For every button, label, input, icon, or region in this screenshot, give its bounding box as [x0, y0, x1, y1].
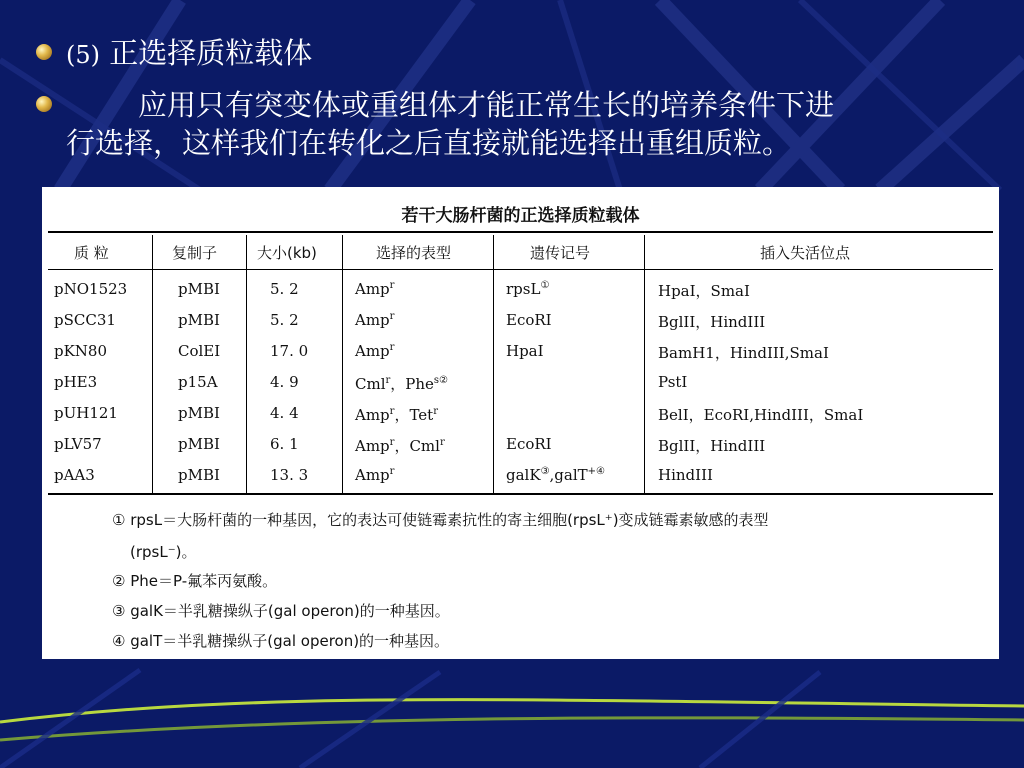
cell-marker-text: rpsL: [506, 280, 541, 298]
col-divider: [493, 235, 494, 493]
cell-phenotype-superscript: s②: [433, 375, 449, 386]
table-rule-top: [48, 231, 993, 233]
body-line-1: 应用只有突变体或重组体才能正常生长的培养条件下进: [138, 88, 835, 122]
header-replicon: 复制子: [172, 244, 218, 262]
cell-marker-superscript: +④: [587, 466, 605, 477]
cell-phenotype-text: ，Phe: [390, 375, 434, 393]
cell-phenotype-superscript: r: [389, 466, 395, 477]
cell-marker-text: EcoRI: [506, 311, 552, 329]
header-phenotype: 选择的表型: [376, 244, 452, 262]
table-image: [42, 187, 999, 659]
cell-phenotype: [355, 280, 394, 298]
footnote: (rpsL⁻)。: [130, 543, 197, 561]
cell-marker-text: HpaI: [506, 342, 544, 360]
cell-size: 13. 3: [270, 466, 309, 484]
header-size: 大小(kb): [257, 244, 317, 262]
cell-phenotype-superscript: r: [389, 342, 395, 353]
cell-marker-text: galK: [506, 466, 541, 484]
cell-phenotype-text: Cml: [355, 375, 386, 393]
cell-sites: BelI，EcoRI,HindIII，SmaI: [658, 406, 864, 424]
cell-phenotype: [355, 404, 438, 425]
cell-plasmid: pLV57: [54, 435, 102, 453]
cell-replicon: ColEI: [178, 342, 221, 360]
cell-sites: HindIII: [658, 466, 713, 484]
cell-replicon: pMBI: [178, 280, 220, 298]
cell-sites: BamH1，HindIII,SmaI: [658, 344, 829, 362]
cell-marker-text: EcoRI: [506, 435, 552, 453]
body-line-2: 行选择，这样我们在转化之后直接就能选择出重组质粒。: [66, 126, 792, 160]
cell-phenotype: [355, 373, 448, 394]
cell-plasmid: pKN80: [54, 342, 108, 360]
cell-replicon: pMBI: [178, 311, 220, 329]
cell-phenotype-text: ，Tet: [394, 406, 434, 424]
cell-phenotype-superscript: r: [389, 406, 395, 417]
cell-replicon: pMBI: [178, 404, 220, 422]
section-number: (5): [66, 41, 100, 69]
cell-marker: [506, 311, 552, 329]
bullet-icon: [36, 44, 52, 60]
cell-plasmid: pHE3: [54, 373, 98, 391]
cell-phenotype-superscript: r: [389, 280, 395, 291]
footnote: ③ galK＝半乳糖操纵子(gal operon)的一种基因。: [112, 602, 450, 620]
cell-phenotype-text: Amp: [355, 342, 390, 360]
cell-sites: BglII，HindIII: [658, 437, 766, 455]
cell-size: 6. 1: [270, 435, 299, 453]
section-title: 正选择质粒载体: [100, 36, 313, 70]
cell-sites: BglII，HindIII: [658, 313, 766, 331]
col-divider: [246, 235, 247, 493]
header-marker: 遗传记号: [530, 244, 591, 262]
table-rule-bottom: [48, 493, 993, 495]
cell-phenotype: [355, 311, 394, 329]
cell-replicon: p15A: [178, 373, 218, 391]
cell-phenotype-text: ，Cml: [394, 437, 440, 455]
cell-marker-text: ,galT: [549, 466, 588, 484]
cell-marker: [506, 342, 544, 360]
cell-replicon: pMBI: [178, 466, 220, 484]
col-divider: [152, 235, 153, 493]
footnote: ② Phe＝P-氟苯丙氨酸。: [112, 572, 278, 590]
table-title: 若干大肠杆菌的正选择质粒载体: [401, 206, 640, 226]
cell-marker: [506, 280, 549, 298]
col-divider: [342, 235, 343, 493]
bullet-icon: [36, 96, 52, 112]
cell-phenotype: [355, 466, 394, 484]
cell-phenotype: [355, 435, 445, 456]
cell-phenotype-superscript: r: [385, 375, 391, 386]
cell-phenotype-text: Amp: [355, 406, 390, 424]
cell-size: 4. 4: [270, 404, 299, 422]
cell-phenotype-superscript: r: [389, 437, 395, 448]
cell-sites: HpaI，SmaI: [658, 282, 750, 300]
cell-sites: PstI: [658, 373, 688, 391]
cell-plasmid: pUH121: [54, 404, 118, 422]
bullet-line-1: [36, 34, 312, 74]
cell-replicon: pMBI: [178, 435, 220, 453]
cell-size: 5. 2: [270, 311, 299, 329]
cell-size: 4. 9: [270, 373, 299, 391]
cell-phenotype: [355, 342, 394, 360]
cell-phenotype-text: Amp: [355, 466, 390, 484]
table-rule-header: [48, 269, 993, 270]
footnote: ④ galT＝半乳糖操纵子(gal operon)的一种基因。: [112, 632, 450, 650]
cell-plasmid: pSCC31: [54, 311, 116, 329]
header-sites: 插入失活位点: [760, 244, 851, 262]
cell-phenotype-superscript: r: [389, 311, 395, 322]
cell-marker: [506, 435, 552, 453]
cell-phenotype-text: Amp: [355, 280, 390, 298]
header-plasmid: 质 粒: [74, 244, 109, 262]
cell-size: 17. 0: [270, 342, 309, 360]
cell-plasmid: pNO1523: [54, 280, 128, 298]
cell-phenotype-text: Amp: [355, 437, 390, 455]
cell-size: 5. 2: [270, 280, 299, 298]
cell-marker-superscript: ①: [540, 280, 550, 291]
cell-plasmid: pAA3: [54, 466, 95, 484]
footnote: ① rpsL＝大肠杆菌的一种基因，它的表达可使链霉素抗性的寄主细胞(rpsL⁺)变成链霉素敏感的表型: [112, 511, 769, 529]
cell-marker-superscript: ③: [540, 466, 550, 477]
bullet-line-2: [36, 86, 834, 162]
cell-marker: [506, 466, 605, 484]
cell-phenotype-text: Amp: [355, 311, 390, 329]
cell-phenotype-superscript: r: [433, 406, 438, 417]
cell-phenotype-superscript: r: [439, 437, 445, 448]
col-divider: [644, 235, 645, 493]
